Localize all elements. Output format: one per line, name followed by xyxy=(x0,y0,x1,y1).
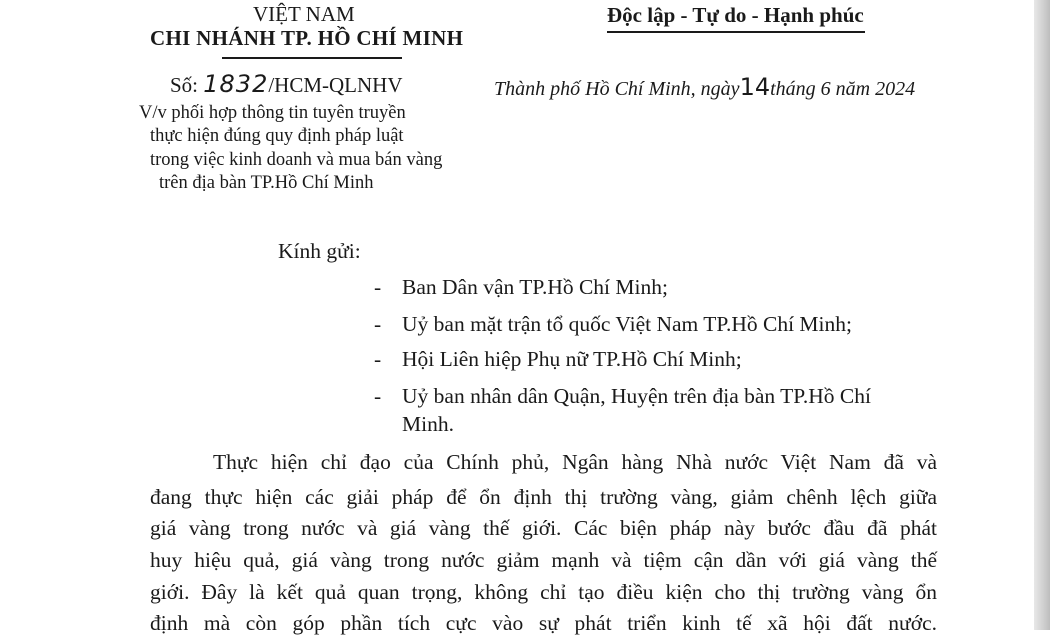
date-day-handwritten: 14 xyxy=(739,73,771,101)
recipient-dash: - xyxy=(374,275,382,299)
body-paragraph-line: giá vàng trong nước và giá vàng thế giới. Các biện pháp này bước đầu đã phát xyxy=(150,516,937,540)
recipient-dash: - xyxy=(374,384,382,408)
place-date-suffix: tháng 6 năm 2024 xyxy=(770,78,916,100)
body-paragraph-line: giới. Đây là kết quả quan trọng, không chỉ tạo điều kiện cho thị trường vàng ổn xyxy=(150,580,937,604)
subject-line: thực hiện đúng quy định pháp luật xyxy=(150,126,404,146)
motto-underline xyxy=(607,31,865,33)
org-name-line2: CHI NHÁNH TP. HỒ CHÍ MINH xyxy=(150,26,464,50)
body-paragraph-line: Thực hiện chỉ đạo của Chính phủ, Ngân hàng Nhà nước Việt Nam đã và xyxy=(213,450,937,474)
recipient-item: Uỷ ban nhân dân Quận, Huyện trên địa bàn TP.Hồ Chí xyxy=(402,384,871,408)
org-underline xyxy=(222,57,402,59)
recipient-item: Hội Liên hiệp Phụ nữ TP.Hồ Chí Minh; xyxy=(402,347,742,371)
body-paragraph-line: huy hiệu quả, giá vàng trong nước giảm mạnh và tiệm cận dần với giá vàng thế xyxy=(150,548,937,572)
document-number xyxy=(170,70,403,98)
org-name-line1: VIỆT NAM xyxy=(253,2,355,26)
scan-edge-shadow xyxy=(1034,0,1050,630)
document-number-prefix: Số: xyxy=(170,73,204,97)
recipient-item: Uỷ ban mặt trận tổ quốc Việt Nam TP.Hồ Chí Minh; xyxy=(402,312,852,336)
subject-line: trong việc kinh doanh và mua bán vàng xyxy=(150,150,443,170)
recipient-item-continuation: Minh. xyxy=(402,412,454,436)
document-number-suffix: /HCM-QLNHV xyxy=(268,73,403,97)
national-motto: Độc lập - Tự do - Hạnh phúc xyxy=(607,3,864,27)
place-date-prefix: Thành phố Hồ Chí Minh, ngày xyxy=(494,78,740,100)
recipient-item: Ban Dân vận TP.Hồ Chí Minh; xyxy=(402,275,668,299)
subject-line: V/v phối hợp thông tin tuyên truyền xyxy=(139,103,406,123)
body-paragraph-line: đang thực hiện các giải pháp để ổn định thị trường vàng, giảm chênh lệch giữa xyxy=(150,485,937,509)
document-number-handwritten: 1832 xyxy=(203,70,269,98)
greeting: Kính gửi: xyxy=(278,239,361,263)
subject-line: trên địa bàn TP.Hồ Chí Minh xyxy=(159,173,374,193)
recipient-dash: - xyxy=(374,312,382,336)
body-paragraph-line: định mà còn góp phần tích cực vào sự phát triển kinh tế xã hội đất nước. xyxy=(150,611,937,635)
recipient-dash: - xyxy=(374,347,382,371)
place-and-date xyxy=(494,73,915,101)
